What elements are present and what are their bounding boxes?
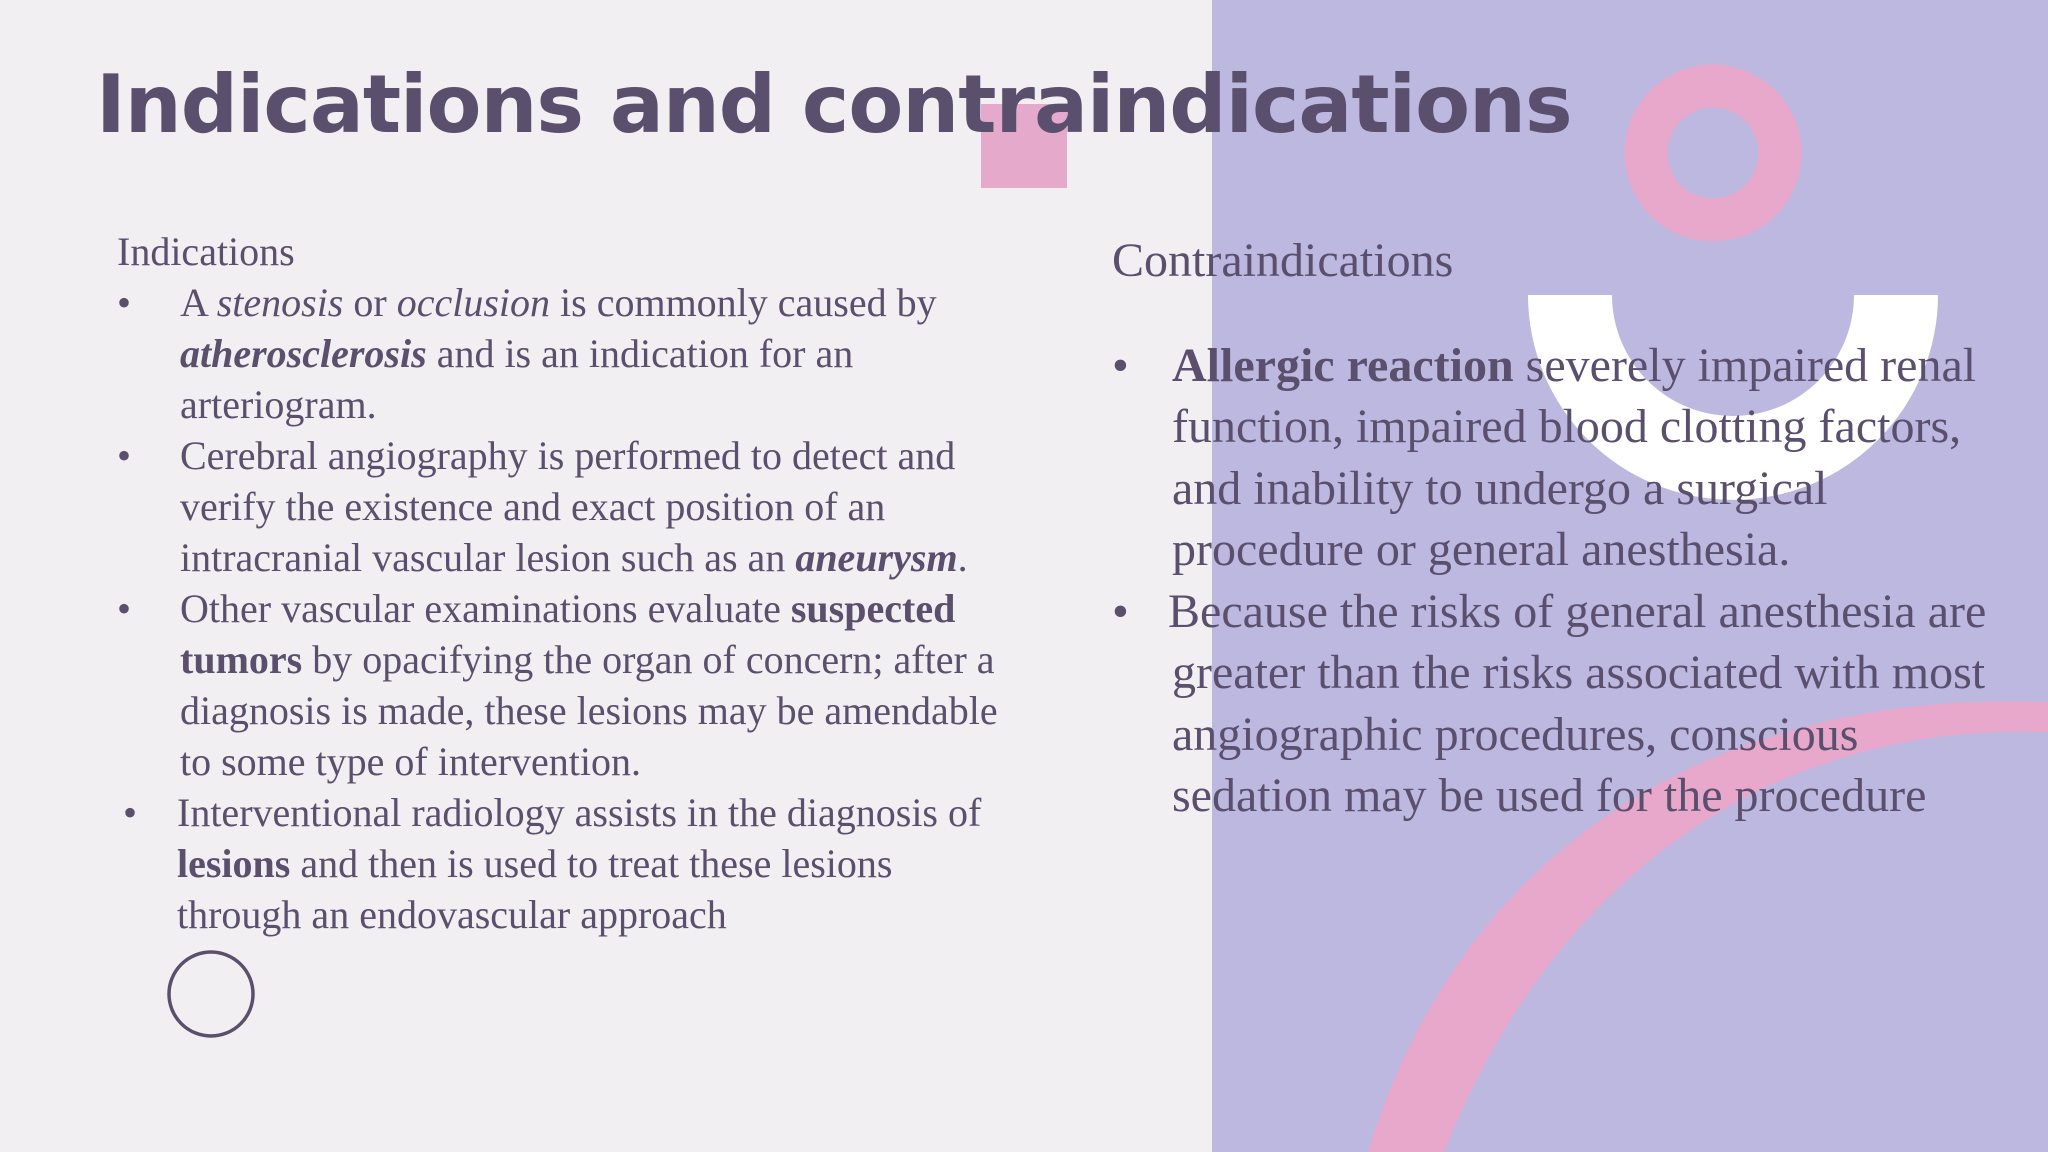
item-text: or (343, 280, 397, 325)
emphasis-atherosclerosis: atherosclerosis (180, 331, 427, 376)
item-text: A (180, 280, 217, 325)
list-item (117, 787, 1017, 940)
bullet-marker: • (117, 280, 132, 325)
item-text: is commonly caused by (550, 280, 937, 325)
item-text: . (957, 535, 968, 580)
indications-column (117, 226, 1017, 940)
emphasis-occlusion: occlusion (396, 280, 551, 325)
bullet-marker: • (1112, 584, 1129, 638)
item-text: Cerebral angiography is performed to detect and verify the existence and exact position of an intracranial vascular lesion such as an (180, 433, 956, 580)
item-text: Interventional radiology assists in the diagnosis of (177, 790, 982, 835)
outline-circle-shape (169, 952, 253, 1036)
contraindications-heading: Contraindications (1112, 234, 1454, 287)
contraindications-list (1112, 335, 1992, 827)
list-item (1112, 581, 1992, 827)
list-item (117, 277, 1017, 430)
item-text: severely impaired renal function, impaired blood clotting factors, and inability to undergo a surgical procedure or general anesthesia. (1172, 338, 1977, 576)
emphasis-allergic-reaction: Allergic reaction (1172, 338, 1514, 392)
bullet-marker: • (123, 790, 138, 835)
list-item (117, 583, 1017, 787)
indications-list (117, 277, 1017, 940)
bullet-marker: • (117, 433, 132, 478)
list-item (1112, 335, 1992, 581)
slide-title: Indications and contraindications (96, 58, 1572, 151)
list-item (117, 430, 1017, 583)
emphasis-lesions: lesions (177, 841, 291, 886)
item-text: and then is used to treat these lesions through an endovascular approach (177, 841, 893, 937)
emphasis-stenosis: stenosis (216, 280, 344, 325)
emphasis-suspected-tumors: suspected tumors (180, 586, 956, 682)
item-text: Other vascular examinations evaluate (180, 586, 791, 631)
bullet-marker: • (117, 586, 132, 631)
pink-ring-shape (1646, 86, 1780, 220)
indications-heading: Indications (117, 229, 295, 274)
item-text: and is an indication for an arteriogram. (180, 331, 854, 427)
contraindications-column (1112, 230, 1992, 827)
emphasis-aneurysm: aneurysm (795, 535, 958, 580)
bullet-marker: • (1112, 338, 1129, 392)
item-text: by opacifying the organ of concern; after a diagnosis is made, these lesions may be amendable to some type of intervention. (180, 637, 998, 784)
item-text: Because the risks of general anesthesia are greater than the risks associated with most angiographic procedures, conscious sedation may be used for the procedure (1168, 584, 1987, 822)
